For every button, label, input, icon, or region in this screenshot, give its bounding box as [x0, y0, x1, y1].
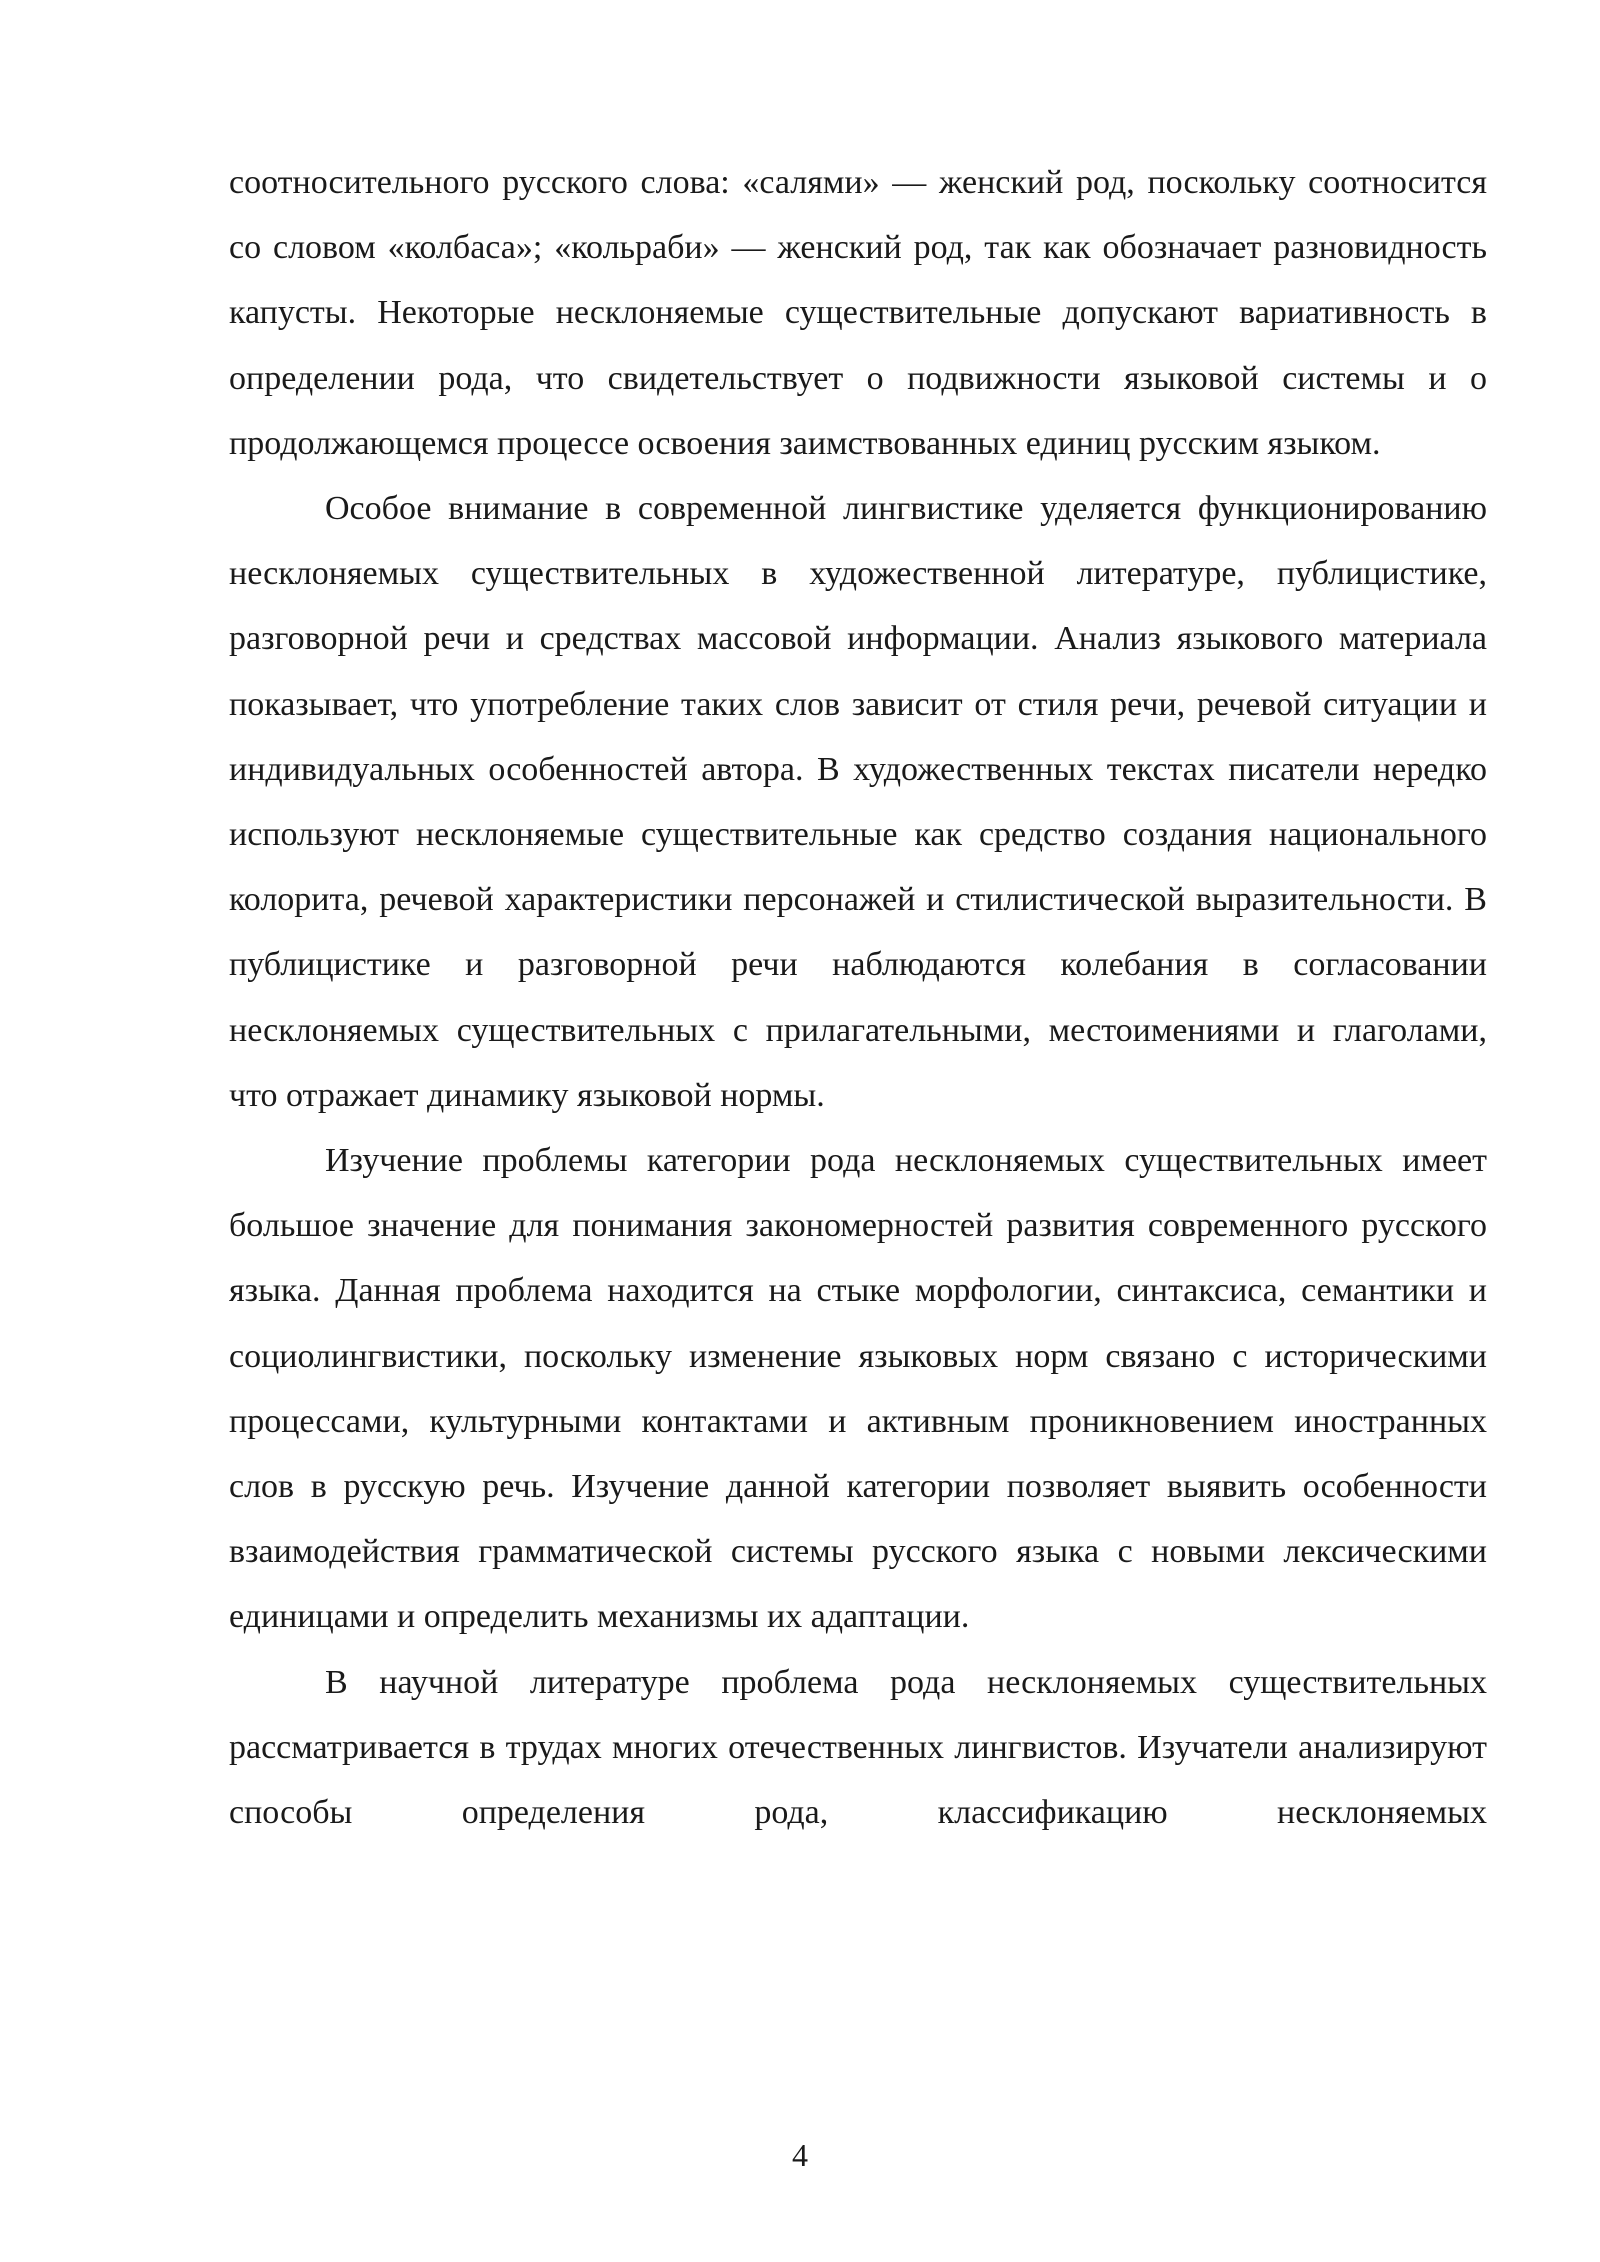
paragraph-continuation: соотносительного русского слова: «салями» — женский род, поскольку соотносится со словом «колбаса»; «кольраби» — женский род, так как обозначает разновидность капусты. Некоторые несклоняемые существительные допускают вариативность в определении рода, что свидетельствует о подвижности языковой системы и о продолжающемся процессе освоения заимствованных единиц русским языком.	[229, 164, 1487, 462]
paragraph-significance: Изучение проблемы категории рода несклоняемых существительных имеет большое значение для понимания закономерностей развития современного русского языка. Данная проблема находится на стыке морфологии, синтаксиса, семантики и социолингвистики, поскольку изменение языковых норм связано с историческими процессами, культурными контактами и активным проникновением иностранных слов в русскую речь. Изучение данной категории позволяет выявить особенности взаимодействия грамматической системы русского языка с новыми лексическими единицами и определить механизмы их адаптации.	[229, 1142, 1487, 1636]
paragraph-literature: В научной литературе проблема рода несклоняемых существительных рассматривается в трудах многих отечественных лингвистов. Изучатели анализируют способы определения рода, классификацию несклоняемых	[229, 1663, 1487, 1832]
paragraph-functioning: Особое внимание в современной лингвистике уделяется функционированию несклоняемых существительных в художественной литературе, публицистике, разговорной речи и средствах массовой информации. Анализ языкового материала показывает, что употребление таких слов зависит от стиля речи, речевой ситуации и индивидуальных особенностей автора. В художественных текстах писатели нередко используют несклоняемые существительные как средство создания национального колорита, речевой характеристики персонажей и стилистической выразительности. В публицистике и разговорной речи наблюдаются колебания в согласовании несклоняемых существительных с прилагательными, местоимениями и глаголами, что отражает динамику языковой нормы.	[229, 490, 1487, 1114]
page-number: 4	[792, 2137, 808, 2173]
body-text	[229, 150, 1487, 1845]
